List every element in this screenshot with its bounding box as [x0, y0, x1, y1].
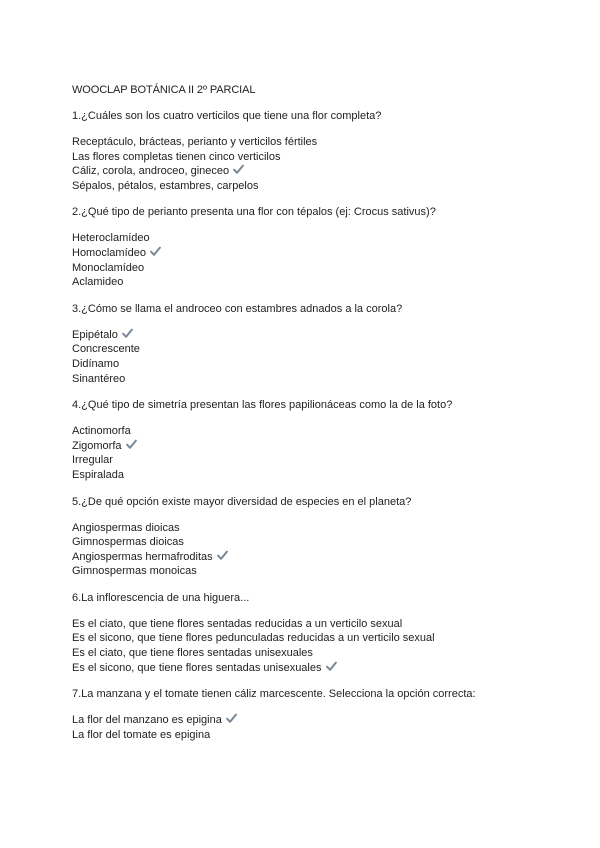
answer-option-text: Receptáculo, brácteas, perianto y verticilos fértiles: [72, 136, 318, 148]
answer-options: [72, 713, 572, 742]
answer-option: [72, 135, 572, 150]
answer-option: [72, 713, 572, 728]
answer-option-text: Cáliz, corola, androceo, gineceo: [72, 165, 230, 178]
answer-option-text: Angiospermas hermafroditas: [72, 550, 213, 563]
answer-options: [72, 231, 572, 289]
answer-option-text: Es el ciato, que tiene flores sentadas reducidas a un verticilo sexual: [72, 617, 403, 630]
answer-option-text: La flor del manzano es epigina: [72, 714, 222, 727]
answer-option: [72, 261, 572, 276]
answer-option: [72, 617, 572, 632]
answer-option: [72, 372, 572, 387]
answer-option: [72, 728, 572, 743]
answer-option: [72, 550, 572, 565]
answer-option: [72, 631, 572, 646]
answer-option-text: Gimnospermas dioicas: [72, 536, 184, 549]
question-text: 1.¿Cuáles son los cuatro verticilos que tiene una flor completa?: [72, 110, 382, 122]
answer-option: [72, 150, 572, 165]
answer-options: [72, 617, 572, 675]
answer-option: [72, 424, 572, 439]
answer-option-text: Es el ciato, que tiene flores sentadas unisexuales: [72, 647, 313, 660]
answer-option: [72, 453, 572, 468]
answer-option-text: Espiralada: [72, 468, 124, 481]
question-list: [72, 109, 572, 742]
question-text: 2.¿Qué tipo de perianto presenta una flor con tépalos (ej: Crocus sativus)?: [72, 206, 436, 219]
check-icon: [122, 328, 133, 339]
answer-option-text: Concrescente: [72, 343, 140, 356]
answer-option-text: Didínamo: [72, 357, 120, 370]
answer-option-text: Epipétalo: [72, 328, 118, 341]
answer-option: [72, 231, 572, 246]
answer-options: [72, 521, 572, 579]
answer-options: [72, 328, 572, 386]
answer-options: [72, 424, 572, 482]
answer-option: [72, 564, 572, 579]
answer-option-text: Actinomorfa: [72, 425, 131, 438]
answer-option-text: Es el sicono, que tiene flores sentadas unisexuales: [72, 661, 322, 674]
answer-option: [72, 357, 572, 372]
answer-option-text: Homoclamídeo: [72, 246, 146, 259]
answer-option: [72, 468, 572, 483]
answer-option: [72, 275, 572, 290]
document-page: [72, 83, 572, 754]
answer-option: [72, 521, 572, 536]
answer-option-text: Aclamideo: [72, 276, 124, 289]
question-text: 7.La manzana y el tomate tienen cáliz marcescente. Selecciona la opción correcta:: [72, 688, 476, 701]
answer-option: [72, 535, 572, 550]
answer-options: [72, 135, 572, 193]
check-icon: [126, 439, 137, 450]
document-title: WOOCLAP BOTÁNICA II 2º PARCIAL: [72, 84, 256, 96]
answer-option-text: Zigomorfa: [72, 439, 122, 452]
answer-option: [72, 179, 572, 194]
answer-option: [72, 164, 572, 179]
check-icon: [326, 661, 337, 672]
answer-option-text: Sépalos, pétalos, estambres, carpelos: [72, 179, 259, 192]
answer-option-text: Es el sicono, que tiene flores pedunculadas reducidas a un verticilo sexual: [72, 632, 435, 645]
answer-option-text: Angiospermas dioicas: [72, 521, 180, 534]
check-icon: [226, 713, 237, 724]
answer-option-text: Las flores completas tienen cinco verticilos: [72, 150, 281, 163]
check-icon: [217, 550, 228, 561]
answer-option-text: La flor del tomate es epigina: [72, 728, 211, 741]
question-text: 6.La inflorescencia de una higuera...: [72, 591, 250, 604]
check-icon: [233, 164, 244, 175]
answer-option: [72, 661, 572, 676]
answer-option-text: Sinantéreo: [72, 372, 126, 385]
question-text: 3.¿Cómo se llama el androceo con estambres adnados a la corola?: [72, 302, 403, 315]
answer-option-text: Monoclamídeo: [72, 261, 145, 274]
answer-option-text: Heteroclamídeo: [72, 232, 150, 245]
check-icon: [150, 246, 161, 257]
answer-option: [72, 328, 572, 343]
question-text: 4.¿Qué tipo de simetría presentan las flores papilionáceas como la de la foto?: [72, 399, 453, 412]
answer-option: [72, 246, 572, 261]
answer-option: [72, 342, 572, 357]
answer-option-text: Irregular: [72, 454, 113, 467]
answer-option-text: Gimnospermas monoicas: [72, 565, 197, 578]
answer-option: [72, 646, 572, 661]
answer-option: [72, 439, 572, 454]
question-text: 5.¿De qué opción existe mayor diversidad de especies en el planeta?: [72, 495, 412, 508]
